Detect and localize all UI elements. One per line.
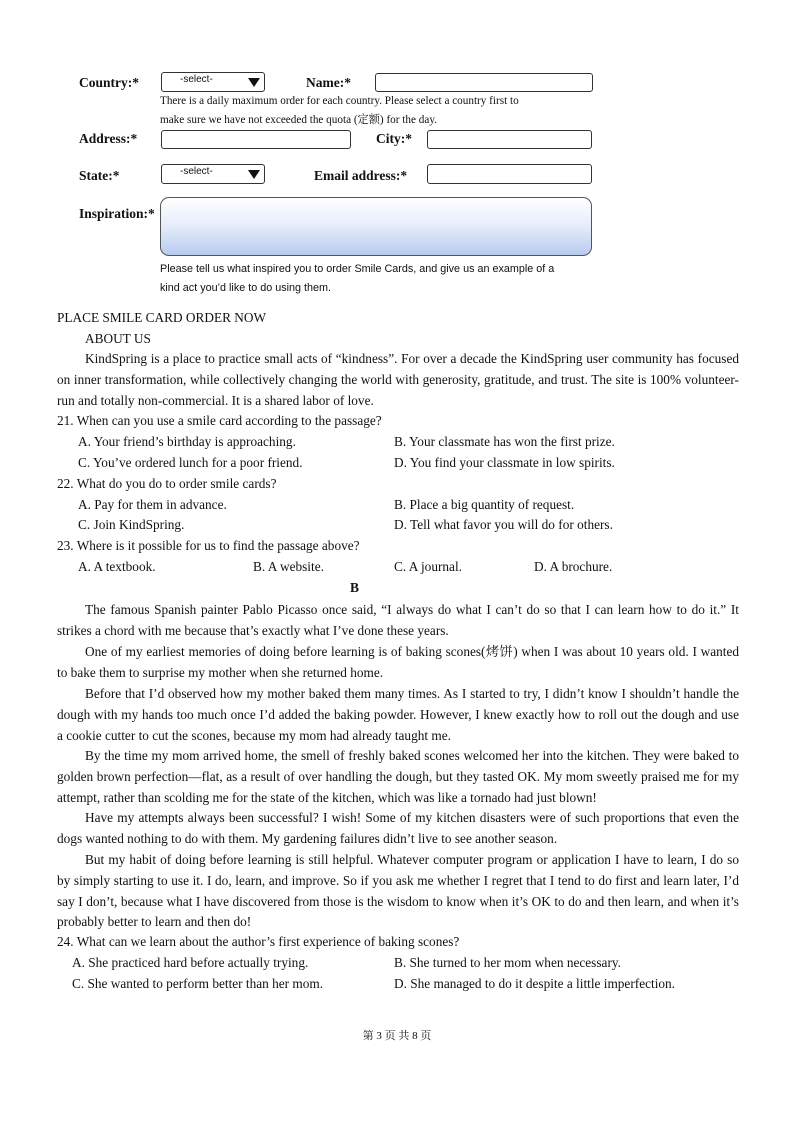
q22-option-c: C. Join KindSpring.: [78, 517, 185, 532]
city-input[interactable]: [427, 130, 592, 149]
q24-option-d: D. She managed to do it despite a little imperfection.: [394, 976, 676, 991]
question-23: 23. Where is it possible for us to find the passage above?: [57, 538, 360, 553]
q23-option-a: A. A textbook.: [78, 559, 156, 574]
inspiration-textarea[interactable]: [160, 197, 592, 256]
paragraph-2: One of my earliest memories of doing before learning is of baking scones(烤饼) when I was about 10 years old. I wanted to bake them to surprise my mother when she returned home.: [57, 644, 739, 680]
page-footer: 第 3 页 共 8 页: [362, 1030, 432, 1042]
q21-option-c: C. You’ve ordered lunch for a poor friend.: [78, 455, 303, 470]
question-22: 22. What do you do to order smile cards?: [57, 476, 277, 491]
inspiration-label: Inspiration:*: [79, 206, 155, 221]
chevron-down-icon: [248, 78, 260, 87]
q21-option-a: A. Your friend’s birthday is approaching.: [78, 434, 296, 449]
paragraph-5: Have my attempts always been successful? I wish! Some of my kitchen disasters were of such proportions that even the dogs wanted nothing to do with them. My gardening failures didn’t live to see another season.: [57, 810, 739, 846]
country-note-line-1: There is a daily maximum order for each country. Please select a country first to: [160, 95, 519, 107]
name-label: Name:*: [306, 75, 351, 90]
q22-option-a: A. Pay for them in advance.: [78, 497, 227, 512]
q24-option-a: A. She practiced hard before actually trying.: [72, 955, 309, 970]
q22-option-d: D. Tell what favor you will do for others.: [394, 517, 613, 532]
state-select[interactable]: [161, 164, 265, 184]
country-select-value: -select-: [180, 74, 213, 85]
inspiration-note-line-1: Please tell us what inspired you to order Smile Cards, and give us an example of a: [160, 263, 555, 275]
question-21: 21. When can you use a smile card according to the passage?: [57, 413, 382, 428]
chevron-down-icon: [248, 170, 260, 179]
inspiration-note-line-2: kind act you’d like to do using them.: [160, 282, 332, 294]
email-label: Email address:*: [314, 168, 408, 183]
question-24: 24. What can we learn about the author’s first experience of baking scones?: [57, 934, 460, 949]
city-label: City:*: [376, 131, 412, 146]
paragraph-1: The famous Spanish painter Pablo Picasso once said, “I always do what I can’t do so that I can learn how to do it.” It strikes a chord with me because that’s exactly what I’ve done these years.: [57, 602, 739, 638]
paragraph-6: But my habit of doing before learning is still helpful. Whatever computer program or application I have to learn, I do so by simply starting to use it. I do, learn, and improve. So if you ask me whether I regret that I tend to do first and learn later, I’d say I don’t, because what I have discovered from those is the wisdom to know when it’s OK to do and then learn, and when it’s probably better to learn and then do!: [57, 852, 739, 930]
q24-option-c: C. She wanted to perform better than her mom.: [72, 976, 324, 991]
q22-option-b: B. Place a big quantity of request.: [394, 497, 575, 512]
about-title: ABOUT US: [85, 331, 151, 346]
state-select-value: -select-: [180, 166, 213, 177]
country-select[interactable]: [161, 72, 265, 92]
name-input[interactable]: [375, 73, 593, 92]
paragraph-3: Before that I’d observed how my mother baked them many times. As I started to try, I didn’t know I shouldn’t handle the dough with my hands too much once I’d added the baking powder. However, I knew exactly how to roll out the dough and use a cookie cutter to cut the scones, because my mom had already taught me.: [57, 686, 739, 743]
q23-option-c: C. A journal.: [394, 559, 462, 574]
email-input[interactable]: [427, 164, 592, 184]
address-label: Address:*: [79, 131, 138, 146]
address-input[interactable]: [161, 130, 351, 149]
q21-option-d: D. You find your classmate in low spirits.: [394, 455, 615, 470]
about-paragraph: KindSpring is a place to practice small acts of “kindness”. For over a decade the KindSpring user community has focused on inner transformation, while collectively changing the world with generosity, gratitude, and trust. The site is 100% volunteer-run and totally non-commercial. It is a shared labor of love.: [57, 351, 739, 408]
country-label: Country:*: [79, 75, 139, 90]
q21-option-b: B. Your classmate has won the first prize.: [394, 434, 615, 449]
q24-option-b: B. She turned to her mom when necessary.: [394, 955, 621, 970]
country-note-line-2: make sure we have not exceeded the quota (定额) for the day.: [160, 114, 437, 126]
q23-option-d: D. A brochure.: [534, 559, 613, 574]
section-b-heading: B: [350, 580, 360, 595]
paragraph-4: By the time my mom arrived home, the smell of freshly baked scones welcomed her into the kitchen. They were baked to golden brown perfection—flat, as a result of over handling the dough, but they tasted OK. My mom sweetly praised me for my attempt, rather than scolding me for the state of the kitchen, which was like a tornado had just blown!: [57, 748, 739, 805]
state-label: State:*: [79, 168, 120, 183]
place-order-link[interactable]: PLACE SMILE CARD ORDER NOW: [57, 310, 267, 325]
q23-option-b: B. A website.: [253, 559, 324, 574]
